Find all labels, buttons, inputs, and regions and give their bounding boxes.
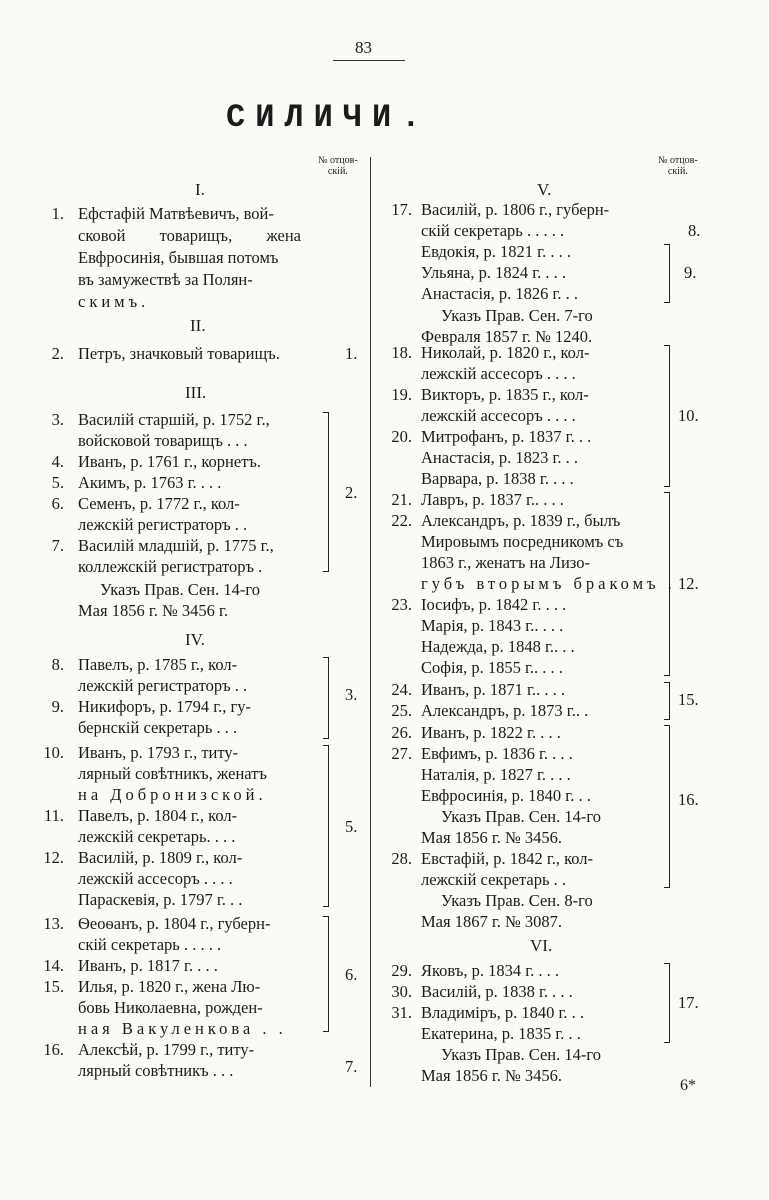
entry-number: 15.: [43, 977, 64, 996]
entry-number: 6.: [51, 494, 64, 513]
entry-number: 30.: [391, 982, 412, 1001]
entry-text: скій секретарь . . . . .: [421, 221, 565, 240]
entry-text: Яковъ, р. 1834 г. . . .: [421, 961, 560, 980]
entry-number: 14.: [43, 956, 64, 975]
entry-number: 20.: [391, 427, 412, 446]
father-number: 1.: [345, 344, 358, 363]
bracket: [323, 412, 329, 572]
entry-number: 8.: [51, 655, 64, 674]
decree-text: Мая 1856 г. № 3456.: [421, 1066, 562, 1085]
father-number: 15.: [678, 690, 699, 709]
section-ii: II.: [190, 316, 206, 335]
entry-text: Евфимъ, р. 1836 г. . . .: [421, 744, 573, 763]
entry-text: Семенъ, р. 1772 г., кол-: [78, 494, 240, 513]
entry-number: 16.: [43, 1040, 64, 1059]
entry-text: Марія, р. 1843 г.. . . .: [421, 616, 564, 635]
section-v: V.: [537, 180, 552, 199]
entry-text: Илья, р. 1820 г., жена Лю-: [78, 977, 261, 996]
entry-text: Иванъ, р. 1761 г., корнетъ.: [78, 452, 262, 471]
decree-text: Февраля 1857 г. № 1240.: [421, 327, 593, 346]
entry-text: Мировымъ посредникомъ съ: [421, 532, 624, 551]
decree-text: Указъ Прав. Сен. 14-го: [441, 807, 601, 826]
father-number: 5.: [345, 817, 358, 836]
entry-text: Евстафій, р. 1842 г., кол-: [421, 849, 594, 868]
entry-text: сковой товарищъ, жена: [78, 226, 302, 245]
entry-text: Анастасія, р. 1823 г. . .: [421, 448, 579, 467]
entry-text: бовь Николаевна, рожден-: [78, 998, 263, 1017]
entry-number: 24.: [391, 680, 412, 699]
entry-text: лежскій ассесоръ . . . .: [421, 406, 576, 425]
entry-number: 5.: [51, 473, 64, 492]
entry-text: Іосифъ, р. 1842 г. . . .: [421, 595, 567, 614]
entry-text: Василій, р. 1838 г. . . .: [421, 982, 573, 1001]
entry-number: 21.: [391, 490, 412, 509]
father-number: 17.: [678, 993, 699, 1012]
entry-text: Наталія, р. 1827 г. . . .: [421, 765, 571, 784]
entry-text: Александръ, р. 1839 г., былъ: [421, 511, 621, 530]
entry-text: Василій, р. 1809 г., кол-: [78, 848, 243, 867]
father-number: 2.: [345, 483, 358, 502]
entry-number: 1.: [51, 204, 64, 223]
entry-text: бернскій секретарь . . .: [78, 718, 238, 737]
entry-text: въ замужествѣ за Полян-: [78, 270, 253, 289]
bracket: [664, 244, 670, 303]
entry-text: Екатерина, р. 1835 г. . .: [421, 1024, 581, 1043]
entry-text: лярный совѣтникъ . . .: [78, 1061, 234, 1080]
father-number: 3.: [345, 685, 358, 704]
column-divider: [370, 157, 371, 1087]
entry-text: Надежда, р. 1848 г.. . .: [421, 637, 575, 656]
entry-text: Иванъ, р. 1817 г. . . .: [78, 956, 218, 975]
entry-text: Евфросинія, бывшая потомъ: [78, 248, 279, 267]
entry-text: Евдокія, р. 1821 г. . . .: [421, 242, 571, 261]
father-number: 8.: [688, 221, 701, 240]
entry-number: 2.: [51, 344, 64, 363]
column-header-left: № отцов- скій.: [318, 155, 358, 177]
entry-text: лежскій ассесоръ . . . .: [78, 869, 233, 888]
entry-text: Анастасія, р. 1826 г. . .: [421, 284, 579, 303]
entry-number: 12.: [43, 848, 64, 867]
entry-text: скимъ.: [78, 292, 150, 311]
entry-text: лежскій секретарь. . . .: [78, 827, 236, 846]
entry-text: Акимъ, р. 1763 г. . . .: [78, 473, 222, 492]
entry-number: 19.: [391, 385, 412, 404]
entry-text: коллежскій регистраторъ .: [78, 557, 263, 576]
entry-number: 3.: [51, 410, 64, 429]
entry-text: ная Вакуленкова . .: [78, 1019, 287, 1038]
entry-text: Ульяна, р. 1824 г. . . .: [421, 263, 566, 282]
decree-text: Указъ Прав. Сен. 14-го: [441, 1045, 601, 1064]
entry-text: Василій, р. 1806 г., губерн-: [421, 200, 610, 219]
entry-number: 22.: [391, 511, 412, 530]
entry-text: лярный совѣтникъ, женатъ: [78, 764, 267, 783]
entry-number: 9.: [51, 697, 64, 716]
entry-number: 31.: [391, 1003, 412, 1022]
entry-text: Варвара, р. 1838 г. . . .: [421, 469, 574, 488]
entry-text: Евфросинія, р. 1840 г. . .: [421, 786, 591, 805]
section-i: I.: [195, 180, 205, 199]
entry-text: Николай, р. 1820 г., кол-: [421, 343, 590, 362]
father-number: 12.: [678, 574, 699, 593]
entry-text: Лавръ, р. 1837 г.. . . .: [421, 490, 564, 509]
entry-number: 17.: [391, 200, 412, 219]
entry-text: губъ вторымъ бракомъ .: [421, 574, 676, 593]
entry-text: Петръ, значковый товарищъ.: [78, 344, 280, 363]
bracket: [664, 492, 670, 676]
entry-number: 29.: [391, 961, 412, 980]
entry-text: Василій старшій, р. 1752 г.,: [78, 410, 270, 429]
page-number: 83: [355, 38, 372, 57]
entry-text: Владиміръ, р. 1840 г. . .: [421, 1003, 585, 1022]
entry-text: лежскій регистраторъ . .: [78, 676, 248, 695]
entry-number: 18.: [391, 343, 412, 362]
entry-text: Никифоръ, р. 1794 г., гу-: [78, 697, 251, 716]
entry-number: 27.: [391, 744, 412, 763]
decree-text: Мая 1867 г. № 3087.: [421, 912, 562, 931]
entry-text: Иванъ, р. 1871 г.. . . .: [421, 680, 565, 699]
entry-text: 1863 г., женатъ на Лизо-: [421, 553, 590, 572]
entry-text: Митрофанъ, р. 1837 г. . .: [421, 427, 592, 446]
entry-number: 13.: [43, 914, 64, 933]
page-title: СИЛИЧИ.: [226, 99, 431, 136]
entry-number: 28.: [391, 849, 412, 868]
entry-text: Павелъ, р. 1785 г., кол-: [78, 655, 238, 674]
entry-text: Ѳеоѳанъ, р. 1804 г., губерн-: [78, 914, 271, 933]
father-number: 16.: [678, 790, 699, 809]
entry-text: Параскевія, р. 1797 г. . .: [78, 890, 243, 909]
entry-text: лежскій регистраторъ . .: [78, 515, 248, 534]
entry-number: 26.: [391, 723, 412, 742]
entry-text: Александръ, р. 1873 г.. .: [421, 701, 589, 720]
father-number: 9.: [684, 263, 697, 282]
entry-text: Иванъ, р. 1793 г., титу-: [78, 743, 239, 762]
decree-text: Указъ Прав. Сен. 8-го: [441, 891, 593, 910]
entry-number: 25.: [391, 701, 412, 720]
entry-text: войсковой товарищъ . . .: [78, 431, 248, 450]
section-iv: IV.: [185, 630, 205, 649]
entry-number: 11.: [43, 806, 64, 825]
bracket: [323, 657, 329, 739]
header-rule: [333, 60, 405, 61]
entry-text: Василій младшій, р. 1775 г.,: [78, 536, 274, 555]
entry-text: Викторъ, р. 1835 г., кол-: [421, 385, 589, 404]
entry-number: 23.: [391, 595, 412, 614]
decree-text: Указъ Прав. Сен. 14-го: [100, 580, 260, 599]
entry-text: на Добронизской.: [78, 785, 267, 804]
decree-text: Мая 1856 г. № 3456 г.: [78, 601, 229, 620]
father-number: 7.: [345, 1057, 358, 1076]
bracket: [664, 963, 670, 1043]
entry-number: 4.: [51, 452, 64, 471]
entry-text: Ефстафій Матвѣевичъ, вой-: [78, 204, 274, 223]
printer-signature: 6*: [680, 1077, 696, 1094]
decree-text: Мая 1856 г. № 3456.: [421, 828, 562, 847]
entry-text: Алексѣй, р. 1799 г., титу-: [78, 1040, 255, 1059]
entry-text: Софія, р. 1855 г.. . . .: [421, 658, 563, 677]
section-iii: III.: [185, 383, 207, 402]
entry-text: Иванъ, р. 1822 г. . . .: [421, 723, 561, 742]
entry-text: лежскій ассесоръ . . . .: [421, 364, 576, 383]
entry-text: Павелъ, р. 1804 г., кол-: [78, 806, 238, 825]
bracket: [664, 345, 670, 487]
father-number: 6.: [345, 965, 358, 984]
father-number: 10.: [678, 406, 699, 425]
entry-text: скій секретарь . . . . .: [78, 935, 222, 954]
decree-text: Указъ Прав. Сен. 7-го: [441, 306, 593, 325]
section-vi: VI.: [530, 936, 553, 955]
bracket: [664, 725, 670, 888]
bracket: [323, 745, 329, 907]
bracket: [664, 682, 670, 720]
entry-text: лежскій секретарь . .: [421, 870, 566, 889]
entry-number: 7.: [51, 536, 64, 555]
entry-number: 10.: [43, 743, 64, 762]
bracket: [323, 916, 329, 1032]
column-header-right: № отцов- скій.: [658, 155, 698, 177]
